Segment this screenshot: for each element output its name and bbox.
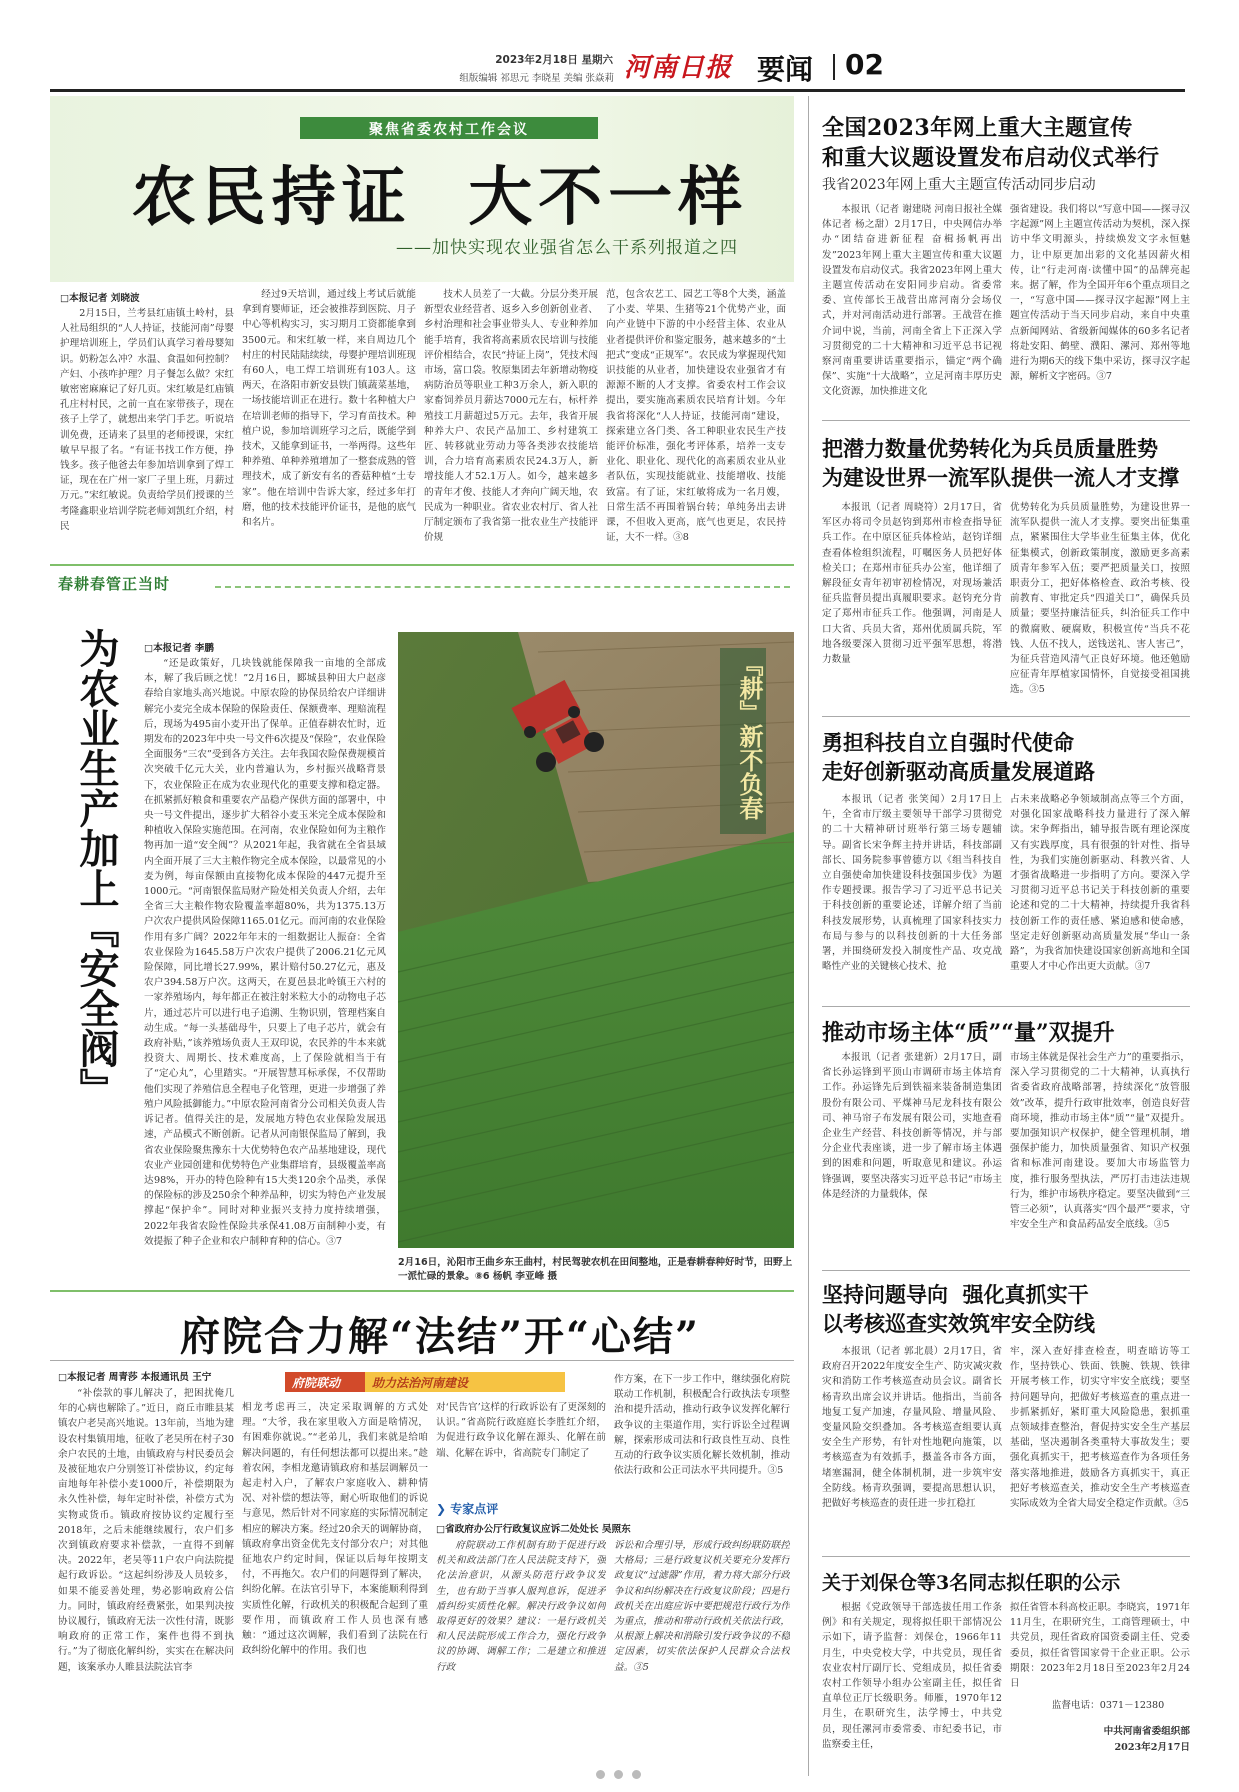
photo-caption: 2月16日，沁阳市王曲乡东王曲村，村民驾驶农机在田间整地，正是春耕春种好时节，田野上一派忙碌的景象。⑧6 杨帆 李亚峰 摄 (398, 1257, 793, 1282)
masthead-editors: 组版编辑 祁思元 李晓星 美编 张焱莉 (459, 73, 614, 84)
page-dot-2[interactable] (614, 1770, 623, 1779)
spring-body: “还是政策好，几块钱就能保障我一亩地的全部成本，解了我后顾之忧！”2月16日，郾城县种田大户赵彦春给自家地头高兴地说。中原农险的协保员给农户详细讲解完小麦完全成本保险的保险责任、保额费率、理赔流程后，现场为495亩小麦开出了保单。正值春耕农忙时，近期发布的2023年中央一号文件6次提及“保险”，农业保险全面服务“三农”受到各方关注。去年我国农险保费规模首次突破千亿元大关，业内普遍认为，乡村振兴战略背景下，农业保险正在成为农业现代化的重要支撑和稳定器。在抓紧抓好粮食和重要农产品稳产保供方面的部署中，中央一号文件提出，逐步扩大稻谷小麦玉米完全成本保险和种植收入保险实施范围。在河南，农业保险如何为主粮作物再加一道“安全阀”？从2021年起，我省就在全省县域内全面开展了三大主粮作物完全成本保险，以最常见的小麦为例，每亩保额由直接物化成本保险的447元提升至1000元。“河南银保监局财产险处相关负责人介绍，去年全省三大主粮作物农险覆盖率超80%，共为1375.13万户次农户提供风险保障1165.01亿元。而河南的农业保险作用有多广阔？2022年年末的一组数据让人振奋：全省农业保险为1645.58万户次农户提供了2006.21亿元风险保障，同比增长27.99%，累计赔付50.27亿元，惠及农户394.58万户次。这两天，在夏邑县北岭镇王六村的一家养殖场内，每年都正在被注射米粒大小的动物电子芯片，通过芯片可以进行电子追溯、生物识别，管理档案自动生成。“每一头基础母牛，只要上了电子芯片，就会有政府补贴，”该养殖场负责人王双印说，农民养的牛本来就投资大、周期长、技术难度高，上了保险就相当于有了“定心丸”，心里踏实。“开展智慧耳标承保，不仅帮助他们实现了养殖信息全程电子化管理，更进一步增强了养殖户风险抵御能力。”中原农险河南省分公司相关负责人告诉记者。值得关注的是，发展地方特色农业保险发展迅速，产品模式不断创新。记者从河南银保监局了解到，我省农业保险聚焦豫东十大优势特色农产品基地建设，现代农业产业园创建和优势特色产业集群培育，县级覆盖率高达98%，开办的特色险种有15大类120余个品类，承保的保险标的涉及250余个种养品种，切实为特色产业发展撑起“保护伞”。同时对种业振兴支持力度持续增强，2022年我省农险性保险共承保41.08万亩制种小麦，有效提振了种子企业和农户制种育种的信心。③7 (144, 658, 386, 1247)
a1-bottom-rule (822, 420, 1190, 421)
court-byline: □本报记者 周青莎 本报通讯员 王宁 (58, 1372, 212, 1383)
a2-headline-1: 把潜力数量优势转化为兵员质量胜势 (822, 436, 1158, 461)
feature-subtitle: ——加快实现农业强省怎么干系列报道之四 (396, 238, 738, 258)
feature-col-3: 技术人员差了一大截。分层分类开展新型农业经营者、返乡入乡创新创业者、乡村治理和社会事业带头人、专业种养加能手培育，我省将高素质农民培训与技能评价相结合，农民“持证上岗”，凭技术闯市场，富口袋。牧原集团去年新增动物疫病防治员等职业工种3万余人，新入职的家畜饲养员月薪达7000元左右，标杆养殖技工月薪超过5万元。去年，我省开展种养大户、农民产品加工、乡村建筑工匠、转移就业劳动力等各类涉农技能培训，合力培育高素质农民24.3万人，新增技能人才52.1万人。如今，越来越多的青年才俊、技能人才奔向广阔天地，农民成为一种职业。省农业农村厅、省人社厅制定颁布了我省第一批农业生产技能评价规 (424, 289, 598, 544)
a4-headline: 推动市场主体“质”“量”双提升 (822, 1020, 1115, 1046)
a6-signer: 中共河南省委组织部 (1103, 1726, 1190, 1737)
a6-phone: 监督电话：0371－12380 (1051, 1700, 1165, 1711)
a1-col-1: 本报讯（记者 谢建晓 河南日报社全媒体记者 杨之甜）2月17日，中央网信办举办“团结奋进新征程 奋楫扬帆再出发”2023年网上重大主题宣传和重大议题设置发布启动仪式。我省2023年网上重大主题宣传活动在安阳同步启动。省委常委、宣传部长王战营出席河南分会场仪式，并对河南活动进行部署。王战营在推介词中说，当前，河南全省上下正深入学习贯彻党的二十大精神和习近平总书记视察河南重要讲话重要指示，锚定“两个确保”、实施“十大战略”，立足河南丰厚历史文化资源，加快推进文化 (822, 204, 1002, 398)
a3-col-1: 本报讯（记者 张笑闻）2月17日上午，全省市厅级主要领导干部学习贯彻党的二十大精神研讨班举行第三场专题辅导。副省长宋争辉主持并讲话，科技部副部长、国务院参事曾德方以《组当科技自立自强使命加快建设科技强国步伐》为题作专题授课。报告学习了习近平总书记关于科技创新的重要论述，详解介绍了当前科技发展形势，认真梳理了国家科技实力布局与参与的以科技创新的十大任务部署，并围绕研发投入制度性产品、攻克战略性产业的关键核心技术、抢 (822, 794, 1002, 973)
a2-col-1: 本报讯（记者 周晓符）2月17日，省军区办将司令员赵钧到郑州市检查指导征兵工作。在中原区征兵体检站，赵钧详细查看体检组织流程，叮嘱医务人员把好体检关口；在郑州市征兵办公室，他详细了解段征女青年初审初检情况，对现场兼活征兵监督员提出真履职要求。赵钧充分肯定了郑州市征兵工作。他强调，河南是人口大省、兵员大省，郑州优质属兵院，军地各级要深入贯彻习近平强军思想，将潜力数量 (822, 502, 1002, 666)
a1-headline-2: 和重大议题设置发布启动仪式举行 (822, 145, 1160, 171)
a4-col-1: 本报讯（记者 张建新）2月17日，副省长孙运锋到平顶山市调研市场主体培育工作。孙运锋先后到铁福来装备制造集团股份有限公司、平煤神马尼龙科技有限公司、神马帘子布发展有限公司，实地查看企业生产经营、科技创新等情况，并与部分企业代表座谈，进一步了解市场主体遇到的困难和问题，听取意见和建议。孙运锋强调，要坚决落实习近平总书记“市场主体是经济的力量载体，保 (822, 1052, 1002, 1200)
a6-col-1: 根据《党政领导干部选拔任用工作条例》和有关规定，现将拟任职干部情况公示如下，请予监督：刘保仓，1966年11月生，中央党校大学，中共党员，现任省农业农村厅副厅长、党组成员，拟任省委农村工作领导小组办公室副主任，拟任省直单位正厅长级职务。师雁，1970年12月生，在职研究生，法学博士，中共党员，现任漯河市委常委、市纪委书记，市监察委主任， (822, 1602, 1002, 1750)
a6-sign-date: 2023年2月17日 (1114, 1742, 1190, 1753)
section-divider (833, 54, 835, 80)
feature-col-1: 2月15日，兰考县红庙镇土岭村，县人社局组织的“人人持证，技能河南”母婴护理培训班上，学员们认真学习着母婴知识。奶粉怎么冲？水温、食温如何控制？产妇、小孩咋护理？月子餐怎么做？宋红敏密密麻麻记了好几页。宋红敏是红庙镇孔庄村村民，之前一直在家带孩子，现在孩子上学了，就想出来学门手艺。听说培训免费，还请来了县里的老师授课，宋红敏早早报了名。“有证书找工作方便，挣钱多。孩子他爸去年参加培训拿到了焊工证，现在在广州一家厂子里上班，月薪过万元。”宋红敏说。负责给学员们授课的兰考隆鑫职业培训学院老师刘凯红介绍，村民 (60, 308, 234, 532)
expert-byline: □省政府办公厅行政复议应诉二处处长 吴照东 (436, 1524, 631, 1535)
court-tag-1: 府院联动 (292, 1376, 341, 1390)
a4-col-2: 市场主体就是保社会生产力”的重要指示，深入学习贯彻党的二十大精神，认真执行省委省政府战略部署，持续深化“放管服效”改革，提升行政审批效率，创造良好营商环境，推动市场主体“质”“量”双提升。要加强知识产权保护，健全管理机制，增强保护能力，加快质量强省、知识产权强省和标准河南建设。要加大市场监管力度，推行服务型执法，严厉打击违法违规行为，维护市场秩序稳定。要坚决做到“三管三必须”，认真落实“四个最严”要求，守牢安全生产和食品药品安全底线。③5 (1010, 1052, 1190, 1231)
section-bottom-rule (50, 1290, 794, 1292)
a1-col-2: 强省建设。我们将以“写意中国——探寻汉字起源”网上主题宣传活动为契机，深入探访中华文明源头，持续焕发文字永恒魅力，让中原更加出彩的文化基因薪火相传，让“行走河南·读懂中国”的品牌亮起来。据了解，作为全国开年6个重点项目之一，“写意中国——探寻汉字起源”网上主题宣传活动于当天同步启动，来自中央重点新闻网站、省级新闻媒体的60多名记者将赴安阳、鹤壁、濮阳、漯河、郑州等地进行为期6天的线下集中采访，探寻汉字起源，解析文字密码。③7 (1010, 204, 1190, 383)
court-headline: 府院合力解“法结”开“心结” (179, 1313, 701, 1360)
spring-headline: 为农业生产加上『安全阀』 (73, 628, 120, 1108)
court-col-1: “补偿款的事儿解决了，把困扰俺几年的心病也解除了。”近日，商丘市睢县某镇农户老吴高兴地说。13年前，当地为建设农村集镇用地，征收了老吴所在村子30余户农民的土地，由镇政府与村民委员会及被征地农户分别签订补偿协议，约定每亩地每年补偿小麦1000斤，补偿期限为永久性补偿，每年定时补偿，补偿方式为实物或货币。镇政府按协议约定履行至2018年，之后未能继续履行，农户们多次到镇政府要求补偿款，一直得不到解决。2022年，老吴等11户农户向法院提起行政诉讼。“这起纠纷涉及人员较多，如果不能妥善处理，势必影响政府公信力。同时，镇政府经费紧张，如果判决按协议履行，镇政府无法一次性付清，既影响政府的正常工作，案件也得不到执行。”为了彻底化解纠纷，实实在在解决问题，该案承办人睢县法院法官李 (58, 1388, 234, 1673)
a5-headline-2: 以考核巡查实效筑牢安全防线 (822, 1311, 1095, 1336)
feature-banner: 聚焦省委农村工作会议 (369, 122, 529, 138)
page-dot-3[interactable] (632, 1770, 641, 1779)
a3-headline-2: 走好创新驱动高质量发展道路 (822, 759, 1095, 784)
masthead-rule (50, 89, 1185, 92)
a6-headline: 关于刘保仓等3名同志拟任职的公示 (822, 1572, 1121, 1594)
court-col-3: 对‘民告官’这样的行政诉讼有了更深刻的认识。”省高院行政庭庭长李胜红介绍，为促进行政争议化解在源头、化解在前端、化解在诉中，省高院专门制定了 (436, 1402, 606, 1459)
expert-col-2: 诉讼和合理引导，形成行政纠纷联防联控大格局；三是行政复议机关要充分发挥行政复议“过滤器”作用，着力将大部分行政争议和纠纷解决在行政复议阶段；四是行政机关在出庭应诉中要把规范行政行为作为重点，推动和带动行政机关依法行政，从根源上解决和消除引发行政争议的不稳定因素，切实依法保护人民群众合法权益。③5 (614, 1540, 790, 1673)
page-indicator[interactable] (596, 1770, 644, 1780)
a4-bottom-rule (822, 1270, 1190, 1271)
court-tag-2: 助力法治河南建设 (372, 1376, 469, 1390)
section-title: 要闻 (757, 53, 814, 86)
a3-col-2: 占未来战略必争领域制高点等三个方面，对强化国家战略科技力量进行了深入解读。宋争辉指出，辅导报告既有理论深度又有实践厚度，具有很强的针对性、指导性，为我们实施创新驱动、科教兴省、人才强省战略进一步指明了方向。要深入学习贯彻习近平总书记关于科技创新的重要论述和党的二十大精神，持续提升我省科技创新工作的责任感、紧迫感和使命感，坚定走好创新驱动高质量发展“华山一条路”，为我省加快建设国家创新高地和全国重要人才中心作出更大贡献。③7 (1010, 794, 1190, 973)
feature-col-2: 经过9天培训，通过线上考试后就能拿到育婴师证，还会被推荐到医院、月子中心等机构实习，实习期月工资都能拿到3500元。和宋红敏一样，来自周边几个村庄的村民陆陆续续，母婴护理培训班现有60人，电工焊工培训班有103人。这两天，在洛阳市新安县铁门镇蔬菜基地，一场技能培训正在进行。数十名种植大户在培训老师的指导下，学习育苗技术。种植户说，参加培训班学习之后，既能学到技术，又能拿到证书，一举两得。这些年种养殖、单种养殖增加了一整套成熟的管理技术，成了新安有名的香菇种植“土专家”。他在培训中告诉大家，经过多年打磨，他的技术技能评价证书，是他的底气和名片。 (242, 289, 416, 529)
a2-headline-2: 为建设世界一流军队提供一流人才支撑 (822, 465, 1179, 490)
a1-headline-1: 全国2023年网上重大主题宣传 (822, 115, 1133, 141)
spring-byline: □本报记者 李鹏 (144, 643, 214, 654)
court-headline-rule (50, 1360, 794, 1361)
a2-col-2: 优势转化为兵员质量胜势，为建设世界一流军队提供一流人才支撑。要突出征集重点，紧紧围住大学毕业生征集主体，优化征集模式，创新政策制度，激励更多高素质青年参军入伍；要严把质量关口，按照职责分工，把好体格检查、政治考核、役前教育、审批定兵“四道关口”，确保兵员质量；要坚持廉洁征兵，纠治征兵工作中的微腐败、硬腐败，积极宣传“当兵不花钱、人伍不找人，送钱送礼、害人害己”，为征兵营造风清气正良好环境。他还勉励应征青年厚植家国情怀，自觉接受祖国挑选。③5 (1010, 502, 1190, 696)
expert-label-text: 专家点评 (450, 1502, 499, 1516)
court-col-4: 作方案，在下一步工作中，继续强化府院联动工作机制，积极配合行政执法专项整治和提升活动，推动行政争议发挥化解行政争议的主渠道作用，实行诉讼全过程调解，探索形成司法和行政良性互动、良性互动的行政争议实质化解长效机制，推动依法行政和公正司法水平共同提升。③5 (614, 1374, 790, 1477)
spring-section-rule (50, 564, 794, 566)
a6-col-2: 拟任省管本科高校正职。李晓宾，1971年11月生，在职研究生，工商管理硕士，中共党员，现任省政府国资委副主任、党委委员，拟任省管国家骨干企业正职。公示期限：2023年2月18日至2023年2月24日 (1010, 1602, 1190, 1690)
a5-bottom-rule (822, 1556, 1190, 1557)
a5-col-1: 本报讯（记者 郭北晨）2月17日，省政府召开2022年度安全生产、防灾减灾救灾和消防工作考核巡查动员会议。副省长杨青玖出席会议并讲话。他指出，当前各地复工复产加速，存量风险、增量风险、变量风险交织叠加。各考核巡查组要认真安全生产形势，有针对性地靶向施策，以考核巡查为有效抓手，摄盖各市各方面，堵塞漏洞，健全体制机制，进一步筑牢安全防线。杨青玖强调，要提高思想认识，把做好考核巡查的责任进一步扛稳扛 (822, 1346, 1002, 1510)
a3-bottom-rule (822, 1006, 1190, 1007)
spring-section-dashes (215, 586, 790, 588)
expert-col-1: 府院联动工作机制有助于促进行政机关和政法部门在人民法院支持下，强化法治意识，从源头防范行政争议发生，也有助于当事人服判息诉，促进矛盾纠纷实质性化解。解决行政争议如何取得更好的效果？建议：一是行政机关和人民法院形成工作合力，强化行政争议的协调、调解工作；二是建立和推进行政 (436, 1540, 606, 1673)
a2-bottom-rule (822, 716, 1190, 717)
masthead-date: 2023年2月18日 星期六 (495, 54, 613, 66)
right-column-divider (808, 96, 809, 1776)
spring-section-label: 春耕春管正当时 (58, 575, 171, 593)
page-dot-1[interactable] (596, 1770, 605, 1779)
court-col-2: 相龙考虑再三，决定采取调解的方式处理。“大爷，我在家里收入方面是啥情况，有困难你就说。”“老弟儿，我们来就是给咱解决问题的，有任何想法都可以提出来。”趁着农闲，李相龙邀请镇政府和基层调解员一起走村入户，了解农户家庭收入、耕种情况、对补偿的想法等，耐心听取他们的诉说与意见，然后针对不同家庭的实际情况制定相应的解决方案。经过20余天的调解协商，镇政府拿出资金优先支付部分农户；对其他征地农户约定时间，保证以后每年按期支付，不再拖欠。农户们的问题得到了解决，纠纷化解。在法官引导下，本案能顺利得到实质性化解，行政机关的积极配合起到了重要作用，而镇政府工作人员也深有感触：“通过这次调解，我们看到了法院在行政纠纷化解中的作用。我们也 (242, 1402, 428, 1657)
feature-col-4: 范，包含农艺工、园艺工等8个大类，涵盖了小麦、苹果、生猪等21个优势产业，面向产业链中下游的中小经营主体、农业从业者提供评价和鉴定服务，越来越多的“土把式”变成“正规军”。农民成为掌握现代知识技能的从业者，加快建设农业强省才有源源不断的人才支撑。省委农村工作会议提出，要实施高素质农民培育计划。今年我省将深化“人人持证，技能河南”建设，探索建立各门类、各工种职业农民生产技能评价标准，强化考评体系，培养一支专业化、职业化、现代化的高素质农业从业者队伍，实现技能就业、技能增收、技能致富。有了证，宋红敏将成为一名月嫂，日常生活不再围着锅台转；单纯务出去讲课，不但收入更高，底气也更足，农民持证，大不一样。③8 (606, 289, 786, 544)
a1-subtitle: 我省2023年网上重大主题宣传活动同步启动 (822, 177, 1096, 193)
page-number: 02 (845, 48, 884, 81)
feature-byline: □本报记者 刘晓波 (60, 293, 140, 304)
a3-headline-1: 勇担科技自立自强时代使命 (822, 730, 1074, 755)
chevron-icon: ❯ (436, 1502, 447, 1516)
photo-vertical-tag: 『耕』新不负春 (735, 652, 764, 820)
paper-logo: 河南日报 (624, 53, 733, 83)
a5-col-2: 牢，深入查好排查检查，明查暗访等工作，坚持铁心、铁面、铁腕、铁规、铁律开展考核工作，切实守牢安全底线；要坚持问题导向，把做好考核巡查的重点进一步抓紧抓好，紧盯重大风险隐患，狠抓重点领域排查整治，督促持实安全生产基层基础，坚决遏制各类重特大事故发生；要强化真抓实干，把考核巡查作为各项任务落实落地推进，鼓励各方真抓实干，真正把好考核巡查关，推动安全生产考核巡查实际成效为全省大局安全稳定作贡献。③5 (1010, 1346, 1190, 1510)
feature-headline: 农民持证 大不一样 (131, 160, 749, 235)
expert-label (436, 1500, 498, 1517)
a5-headline-1: 坚持问题导向 强化真抓实干 (822, 1282, 1089, 1307)
